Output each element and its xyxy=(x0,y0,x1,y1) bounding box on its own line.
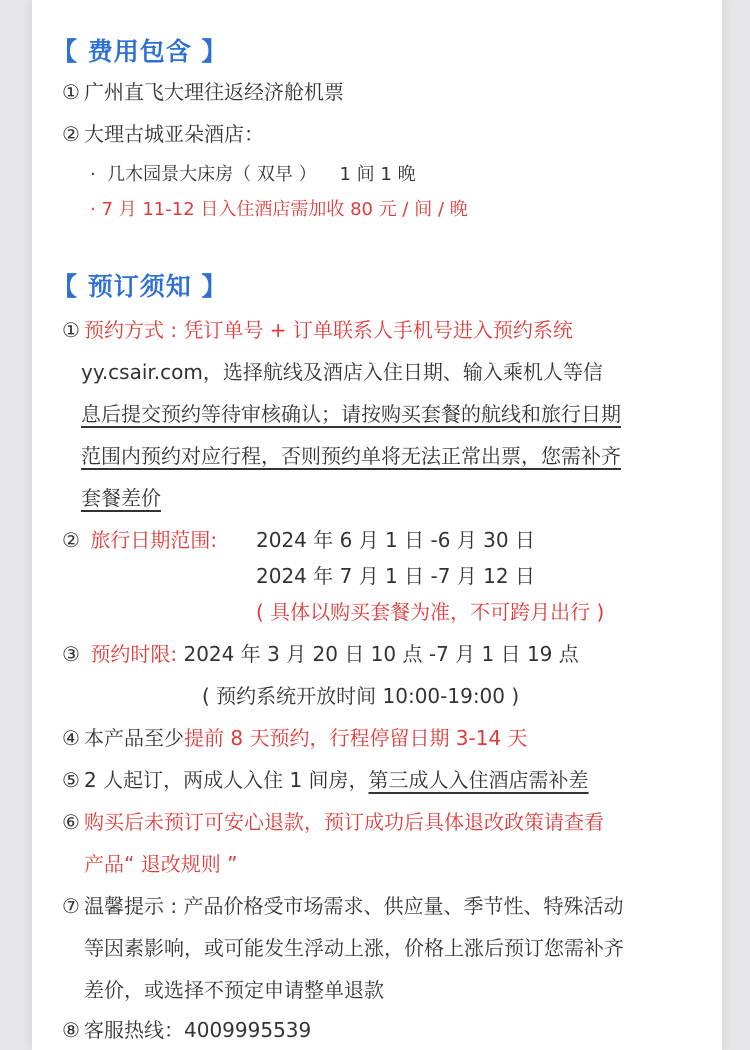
booking-item-1-line5: 套餐差价 xyxy=(81,486,161,510)
booking-item-4-text: 本产品至少 xyxy=(84,726,184,750)
booking-item-1-line4: 范围内预约对应行程，否则预约单将无法正常出票，您需补齐 xyxy=(81,444,621,468)
booking-item-6-line1: 购买后未预订可安心退款，预订成功后具体退改政策请查看 xyxy=(84,810,604,834)
fee-item-1-marker: ① xyxy=(62,80,80,104)
booking-item-2-label: 旅行日期范围: xyxy=(90,528,218,552)
content-card xyxy=(32,0,722,1050)
booking-item-1-marker: ① xyxy=(62,318,80,342)
booking-item-7-marker: ⑦ xyxy=(62,894,80,918)
booking-item-4-marker: ④ xyxy=(62,726,80,750)
booking-item-1-label: 预约方式 : 凭订单号 + 订单联系人手机号进入预约系统 xyxy=(84,318,573,342)
booking-item-4-highlight: 提前 8 天预约，行程停留日期 3-14 天 xyxy=(184,726,528,750)
booking-item-5-text: 2 人起订，两成人入住 1 间房， xyxy=(84,768,369,792)
fee-section-heading: 【 费用包含 】 xyxy=(52,37,228,66)
booking-item-6 xyxy=(62,806,604,835)
booking-item-7-line1: 温馨提示 : 产品价格受市场需求、供应量、季节性、特殊活动 xyxy=(84,894,624,918)
booking-item-7 xyxy=(62,890,623,919)
booking-item-6-line2: 产品“ 退改规则 ” xyxy=(84,852,238,876)
fee-item-2-marker: ② xyxy=(62,122,80,146)
booking-section-heading: 【 预订须知 】 xyxy=(52,272,228,301)
fee-item-1-text: 广州直飞大理往返经济舱机票 xyxy=(84,80,344,104)
travel-range-note: ( 具体以购买套餐为准，不可跨月出行 ) xyxy=(256,600,605,624)
booking-item-5 xyxy=(62,764,589,793)
booking-item-8 xyxy=(62,1014,311,1043)
booking-item-2 xyxy=(62,524,217,553)
booking-item-8-marker: ⑧ xyxy=(62,1018,80,1042)
fee-sub-item-room: · 几木园景大床房（ 双早 ） 1 间 1 晚 xyxy=(90,164,416,185)
booking-item-1 xyxy=(62,314,573,343)
booking-item-3-value: 2024 年 3 月 20 日 10 点 -7 月 1 日 19 点 xyxy=(183,642,579,666)
booking-item-1-line3: 息后提交预约等待审核确认；请按购买套餐的航线和旅行日期 xyxy=(81,402,621,426)
booking-item-3-note: ( 预约系统开放时间 10:00-19:00 ) xyxy=(202,684,520,708)
booking-item-3 xyxy=(62,638,579,667)
travel-range-june: 2024 年 6 月 1 日 -6 月 30 日 xyxy=(256,528,535,552)
booking-item-1-line2: yy.csair.com，选择航线及酒店入住日期、输入乘机人等信 xyxy=(81,360,603,384)
booking-item-2-marker: ② xyxy=(62,528,80,552)
booking-item-3-label: 预约时限: xyxy=(90,642,178,666)
booking-item-4 xyxy=(62,722,528,751)
fee-sub-item-surcharge: · 7 月 11-12 日入住酒店需加收 80 元 / 间 / 晚 xyxy=(90,199,468,220)
booking-item-6-marker: ⑥ xyxy=(62,810,80,834)
booking-item-7-line3: 差价，或选择不预定申请整单退款 xyxy=(84,978,384,1002)
fee-item-2 xyxy=(62,118,264,147)
travel-range-july: 2024 年 7 月 1 日 -7 月 12 日 xyxy=(256,564,535,588)
booking-item-3-marker: ③ xyxy=(62,642,80,666)
booking-item-5-marker: ⑤ xyxy=(62,768,80,792)
booking-item-7-line2: 等因素影响，或可能发生浮动上涨，价格上涨后预订您需补齐 xyxy=(84,936,624,960)
booking-item-5-underlined: 第三成人入住酒店需补差 xyxy=(368,768,589,792)
fee-item-2-text: 大理古城亚朵酒店： xyxy=(84,122,264,146)
customer-service-hotline: 客服热线：4009995539 xyxy=(84,1018,312,1042)
fee-item-1 xyxy=(62,76,344,105)
